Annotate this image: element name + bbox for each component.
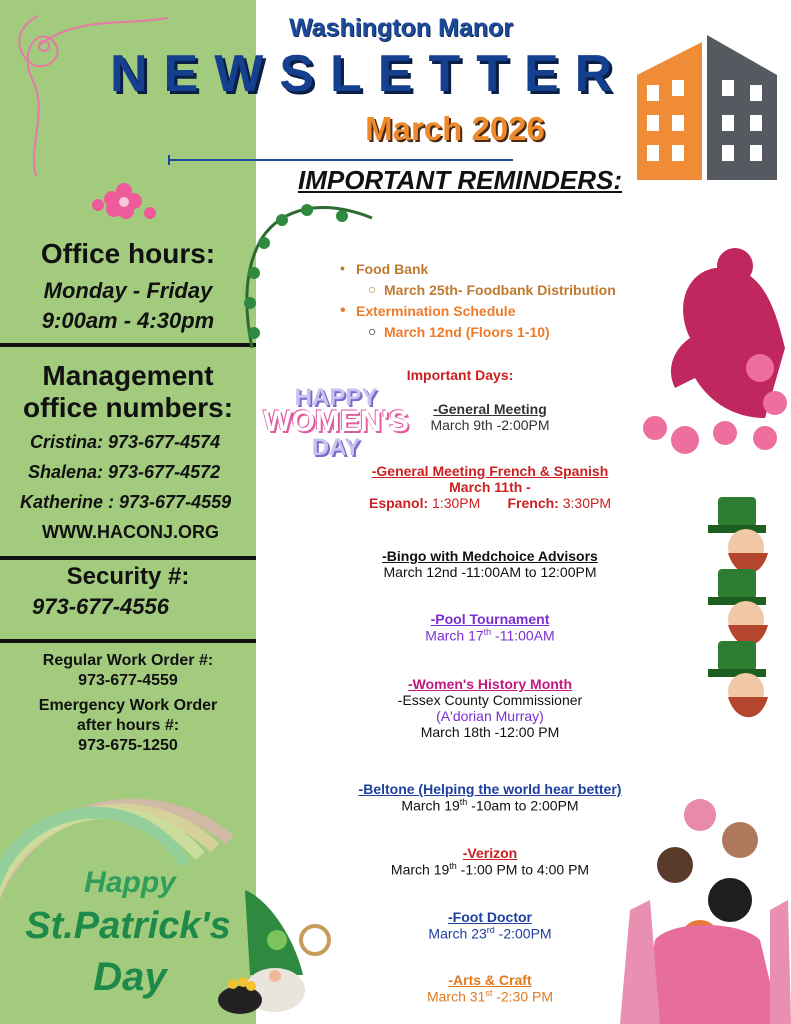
event-day: March 19 — [401, 797, 460, 814]
event-title: -Arts & Craft — [448, 972, 532, 988]
leprechaun-icon — [706, 495, 786, 725]
divider — [0, 639, 256, 643]
espanol-label: Espanol: — [369, 495, 429, 511]
reminder-item-food-bank: Food Bank — [356, 261, 429, 277]
bullet-circle: ○ — [368, 323, 377, 339]
event-day-suffix: th — [459, 797, 468, 807]
event-time: March 12nd -11:00AM to 12:00PM — [383, 564, 597, 580]
event-verizon — [330, 845, 650, 878]
event-title: -Bingo with Medchoice Advisors — [382, 548, 598, 564]
reminder-sub-extermination: March 12nd (Floors 1-10) — [384, 324, 550, 340]
management-heading-2: office numbers: — [22, 392, 234, 423]
bullet-dot: • — [340, 260, 345, 276]
bullet-dot: • — [340, 302, 346, 319]
security-heading: Security #: — [66, 563, 190, 590]
event-title: -Foot Doctor — [448, 909, 532, 925]
event-beltone — [320, 781, 660, 814]
espanol-time: 1:30PM — [432, 495, 481, 511]
contact-katherine: Katherine : 973-677-4559 — [20, 492, 232, 512]
gnome-icon — [215, 880, 340, 1020]
event-time: -11:00AM — [491, 627, 555, 644]
event-womens-history-month — [330, 676, 650, 740]
event-day-suffix: rd — [486, 925, 495, 935]
french-time: 3:30PM — [562, 495, 611, 511]
management-heading: Management — [42, 360, 214, 391]
french-label: French: — [507, 495, 559, 511]
event-time: -2:00PM — [494, 925, 552, 942]
office-days: Monday - Friday — [43, 278, 213, 303]
work-order-number: 973-677-4559 — [78, 672, 178, 689]
event-foot-doctor — [330, 909, 650, 942]
womens-day-l3: DAY — [311, 434, 361, 461]
event-time: -2:30 PM — [492, 988, 554, 1005]
building-logo-icon — [632, 30, 782, 185]
security-number: 973-677-4556 — [32, 594, 170, 619]
emergency-label-2: after hours #: — [76, 717, 180, 734]
event-time: -1:00 PM to 4:00 PM — [456, 861, 590, 878]
event-general-meeting-fr-es — [330, 463, 650, 511]
event-time: -10am to 2:00PM — [467, 797, 579, 814]
event-date: March 11th - — [449, 479, 531, 495]
office-hours-heading: Office hours: — [40, 238, 216, 269]
event-title: -Pool Tournament — [430, 611, 550, 627]
emergency-label: Emergency Work Order — [38, 697, 218, 714]
work-order-label: Regular Work Order #: — [42, 652, 214, 669]
website-link[interactable]: WWW.HACONJ.ORG — [42, 522, 219, 542]
womens-day-l1: HAPPY — [294, 384, 378, 411]
event-title: -Verizon — [462, 845, 518, 861]
emergency-number: 973-675-1250 — [78, 737, 178, 754]
reminder-sub-food-bank: March 25th- Foodbank Distribution — [384, 282, 616, 298]
event-speaker-name: (A'dorian Murray) — [436, 708, 544, 724]
event-day: March 17 — [425, 627, 484, 644]
title-rule — [168, 159, 513, 161]
title-rule-cap — [168, 155, 170, 165]
event-day: March 23 — [428, 925, 487, 942]
event-bingo — [330, 548, 650, 580]
event-day-suffix: th — [483, 627, 492, 637]
office-times: 9:00am - 4:30pm — [41, 308, 215, 333]
stpatricks-title: St.Patrick's — [25, 905, 231, 947]
divider — [0, 343, 256, 347]
contact-shalena: Shalena: 973-677-4572 — [28, 462, 221, 482]
important-days-heading: Important Days: — [406, 367, 514, 383]
event-day-suffix: st — [485, 988, 493, 998]
event-speaker-role: -Essex County Commissioner — [397, 692, 583, 708]
event-time: March 18th -12:00 PM — [420, 724, 560, 740]
womens-day-l2: WOMEN'S — [263, 405, 409, 438]
clover-vine-icon — [232, 198, 382, 358]
event-pool-tournament — [330, 611, 650, 644]
divider — [0, 556, 256, 560]
stpatricks-day: Day — [93, 955, 167, 999]
event-day: March 19 — [390, 861, 450, 878]
reminders-heading: IMPORTANT REMINDERS: — [297, 165, 623, 195]
newsletter-title: NEWSLETTER — [110, 45, 629, 103]
reminder-item-extermination: Extermination Schedule — [356, 303, 516, 319]
event-day: March 31 — [426, 988, 486, 1005]
stpatricks-happy: Happy — [84, 866, 176, 899]
event-title: -General Meeting — [433, 401, 547, 417]
event-title: -Women's History Month — [407, 676, 573, 692]
contact-cristina: Cristina: 973-677-4574 — [30, 432, 221, 452]
event-arts-craft — [330, 972, 650, 1005]
event-time: March 9th -2:00PM — [430, 417, 550, 433]
event-title: -General Meeting French & Spanish — [371, 463, 609, 479]
org-name: Washington Manor — [288, 14, 514, 42]
flowers-icon — [82, 175, 172, 235]
bullet-circle: ○ — [368, 281, 377, 297]
event-day-suffix: th — [449, 861, 457, 871]
event-title: -Beltone (Helping the world hear better) — [358, 781, 622, 797]
newsletter-date: March 2026 — [365, 110, 545, 147]
event-general-meeting — [330, 401, 650, 433]
